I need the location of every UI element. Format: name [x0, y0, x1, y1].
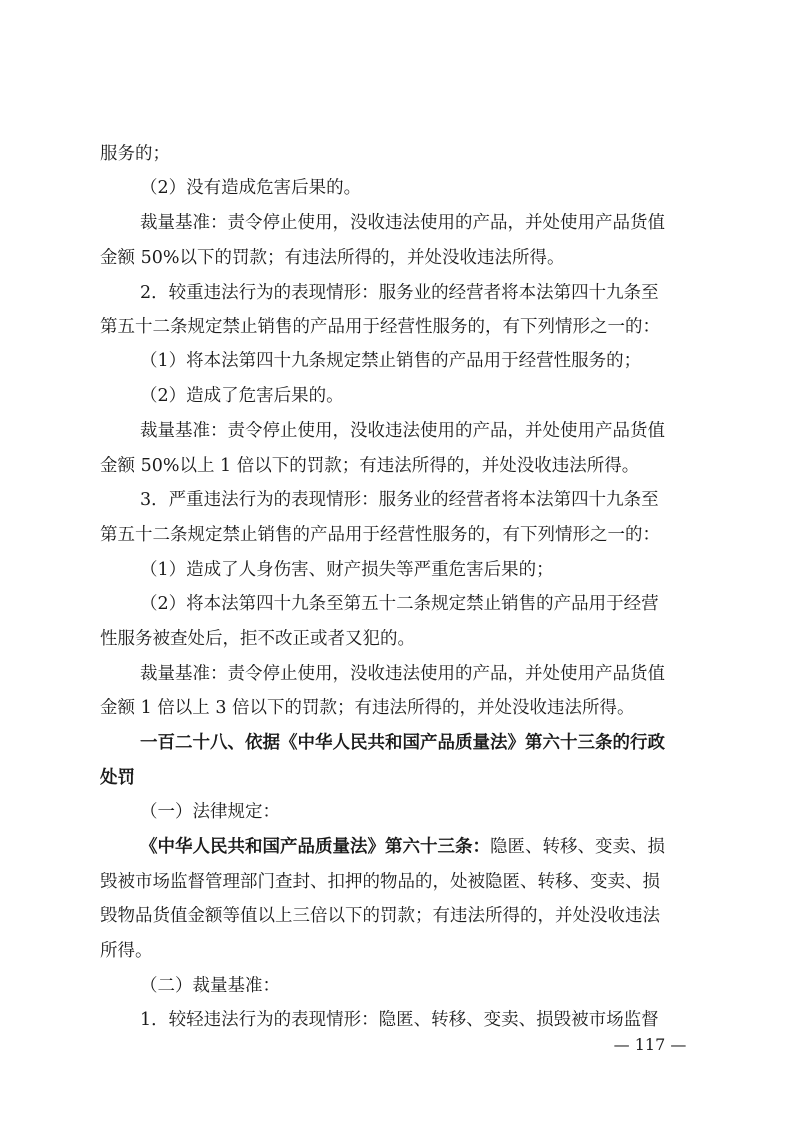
paragraph-line: 裁量基准：责令停止使用，没收违法使用的产品，并处使用产品货值 — [140, 213, 665, 233]
page-number: — 117 — — [613, 1035, 687, 1054]
paragraph-line: 1．较轻违法行为的表现情形：隐匿、转移、变卖、损毁被市场监督 — [140, 1010, 659, 1030]
legal-provision-label: （一）法律规定： — [140, 802, 280, 822]
paragraph-line: 第五十二条规定禁止销售的产品用于经营性服务的，有下列情形之一的： — [100, 525, 660, 545]
paragraph-line: （1）造成了人身伤害、财产损失等严重危害后果的； — [140, 560, 554, 580]
paragraph-line: 裁量基准：责令停止使用，没收违法使用的产品，并处使用产品货值 — [140, 421, 665, 441]
article-text: 毁被市场监督管理部门查封、扣押的物品的，处被隐匿、转移、变卖、损 — [100, 872, 660, 892]
section-heading-continued: 处罚 — [100, 768, 135, 788]
article-text: 毁物品货值金额等值以上三倍以下的罚款；有违法所得的，并处没收违法 — [100, 906, 660, 926]
discretion-label: （二）裁量基准： — [140, 976, 280, 996]
article-title: 《中华人民共和国产品质量法》第六十三条： — [140, 837, 490, 857]
paragraph-line: 2．较重违法行为的表现情形：服务业的经营者将本法第四十九条至 — [140, 283, 659, 303]
paragraph-line: 第五十二条规定禁止销售的产品用于经营性服务的，有下列情形之一的： — [100, 317, 660, 337]
paragraph-line: 3．严重违法行为的表现情形：服务业的经营者将本法第四十九条至 — [140, 490, 659, 510]
paragraph-line: 金额 50%以下的罚款；有违法所得的，并处没收违法所得。 — [100, 248, 565, 268]
paragraph-line: 性服务被查处后，拒不改正或者又犯的。 — [100, 629, 415, 649]
paragraph-line: 服务的； — [100, 144, 170, 164]
section-heading: 一百二十八、依据《中华人民共和国产品质量法》第六十三条的行政 — [140, 733, 665, 753]
article-line — [140, 829, 700, 865]
paragraph-line: （2）造成了危害后果的。 — [140, 386, 344, 406]
paragraph-line: 金额 1 倍以上 3 倍以下的罚款；有违法所得的，并处没收违法所得。 — [100, 698, 635, 718]
article-text: 隐匿、转移、变卖、损 — [490, 837, 665, 857]
paragraph-line: 裁量基准：责令停止使用，没收违法使用的产品，并处使用产品货值 — [140, 664, 665, 684]
paragraph-line: （1）将本法第四十九条规定禁止销售的产品用于经营性服务的； — [140, 351, 642, 371]
paragraph-line: 金额 50%以上 1 倍以下的罚款；有违法所得的，并处没收违法所得。 — [100, 456, 640, 476]
article-text: 所得。 — [100, 941, 153, 961]
paragraph-line: （2）将本法第四十九条至第五十二条规定禁止销售的产品用于经营 — [140, 594, 659, 614]
paragraph-line: （2）没有造成危害后果的。 — [140, 178, 362, 198]
